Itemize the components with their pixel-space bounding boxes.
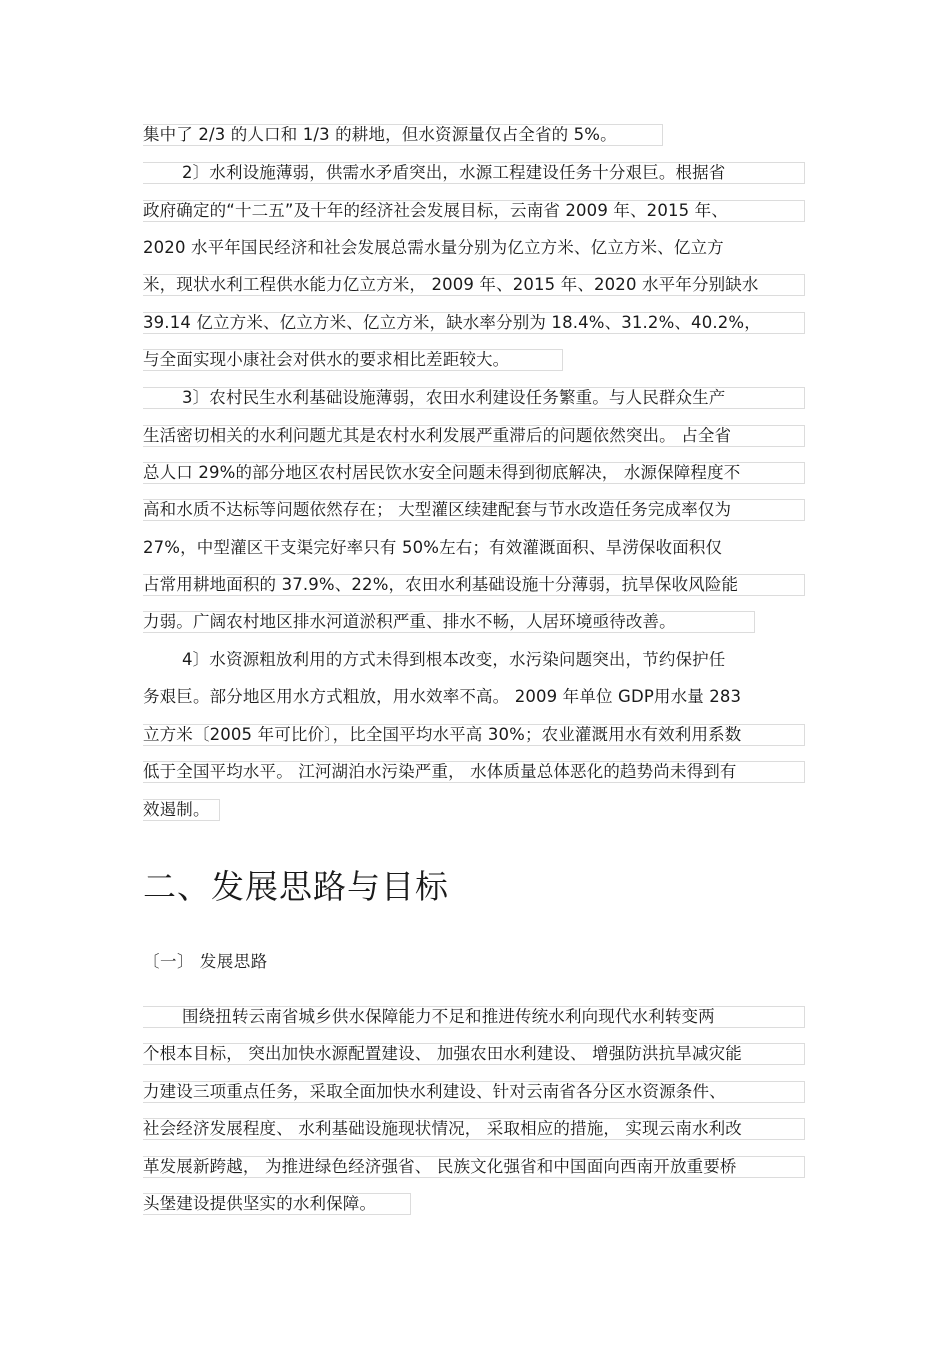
text-line: 效遏制。 — [143, 800, 210, 819]
paragraph-first-line: 围绕扭转云南省城乡供水保障能力不足和推进传统水利向现代水利转变两 — [182, 1007, 715, 1026]
paragraph-3-first-line: 3〕农村民生水利基础设施薄弱，农田水利建设任务繁重。与人民群众生产 — [182, 388, 726, 407]
text-line: 27%，中型灌区干支渠完好率只有 50%左右；有效灌溉面积、旱涝保收面积仅 — [143, 538, 723, 557]
text-line: 高和水质不达标等问题依然存在； 大型灌区续建配套与节水改造任务完成率仅为 — [143, 500, 732, 519]
paragraph-2-first-line: 2〕水利设施薄弱，供需水矛盾突出，水源工程建设任务十分艰巨。根据省 — [182, 163, 726, 182]
text-line: 头堡建设提供坚实的水利保障。 — [143, 1194, 377, 1213]
paragraph-4-first-line: 4〕水资源粗放利用的方式未得到根本改变，水污染问题突出，节约保护任 — [182, 650, 726, 669]
text-line: 与全面实现小康社会对供水的要求相比差距较大。 — [143, 350, 510, 369]
text-line: 务艰巨。部分地区用水方式粗放，用水效率不高。 2009 年单位 GDP用水量 283 — [143, 687, 742, 706]
text-line: 个根本目标， 突出加快水源配置建设、 加强农田水利建设、 增强防洪抗旱减灾能 — [143, 1044, 742, 1063]
subsection-heading: 〔一〕 发展思路 — [143, 952, 268, 971]
text-line: 总人口 29%的部分地区农村居民饮水安全问题未得到彻底解决， 水源保障程度不 — [143, 463, 741, 482]
text-line: 低于全国平均水平。 江河湖泊水污染严重， 水体质量总体恶化的趋势尚未得到有 — [143, 762, 737, 781]
text-line: 占常用耕地面积的 37.9%、22%，农田水利基础设施十分薄弱，抗旱保收风险能 — [143, 575, 739, 594]
section-heading: 二、发展思路与目标 — [143, 867, 449, 906]
text-line: 革发展新跨越， 为推进绿色经济强省、 民族文化强省和中国面向西南开放重要桥 — [143, 1157, 737, 1176]
text-line: 力建设三项重点任务，采取全面加快水利建设、针对云南省各分区水资源条件、 — [143, 1082, 726, 1101]
text-line: 立方米〔2005 年可比价〕，比全国平均水平高 30%；农业灌溉用水有效利用系数 — [143, 725, 742, 744]
text-line: 社会经济发展程度、 水利基础设施现状情况， 采取相应的措施， 实现云南水利改 — [143, 1119, 742, 1138]
text-line: 生活密切相关的水利问题尤其是农村水利发展严重滞后的问题依然突出。 占全省 — [143, 426, 732, 445]
text-line: 集中了 2/3 的人口和 1/3 的耕地，但水资源量仅占全省的 5%。 — [143, 125, 617, 144]
text-line: 政府确定的“十二五”及十年的经济社会发展目标，云南省 2009 年、2015 年、 — [143, 201, 728, 220]
text-line: 力弱。广阔农村地区排水河道淤积严重、排水不畅，人居环境亟待改善。 — [143, 612, 676, 631]
text-line: 米，现状水利工程供水能力亿立方米， 2009 年、2015 年、2020 水平年分别缺水 — [143, 275, 759, 294]
text-line: 2020 水平年国民经济和社会发展总需水量分别为亿立方米、亿立方米、亿立方 — [143, 238, 724, 257]
text-line: 39.14 亿立方米、亿立方米、亿立方米，缺水率分别为 18.4%、31.2%、40.2%， — [143, 313, 761, 332]
